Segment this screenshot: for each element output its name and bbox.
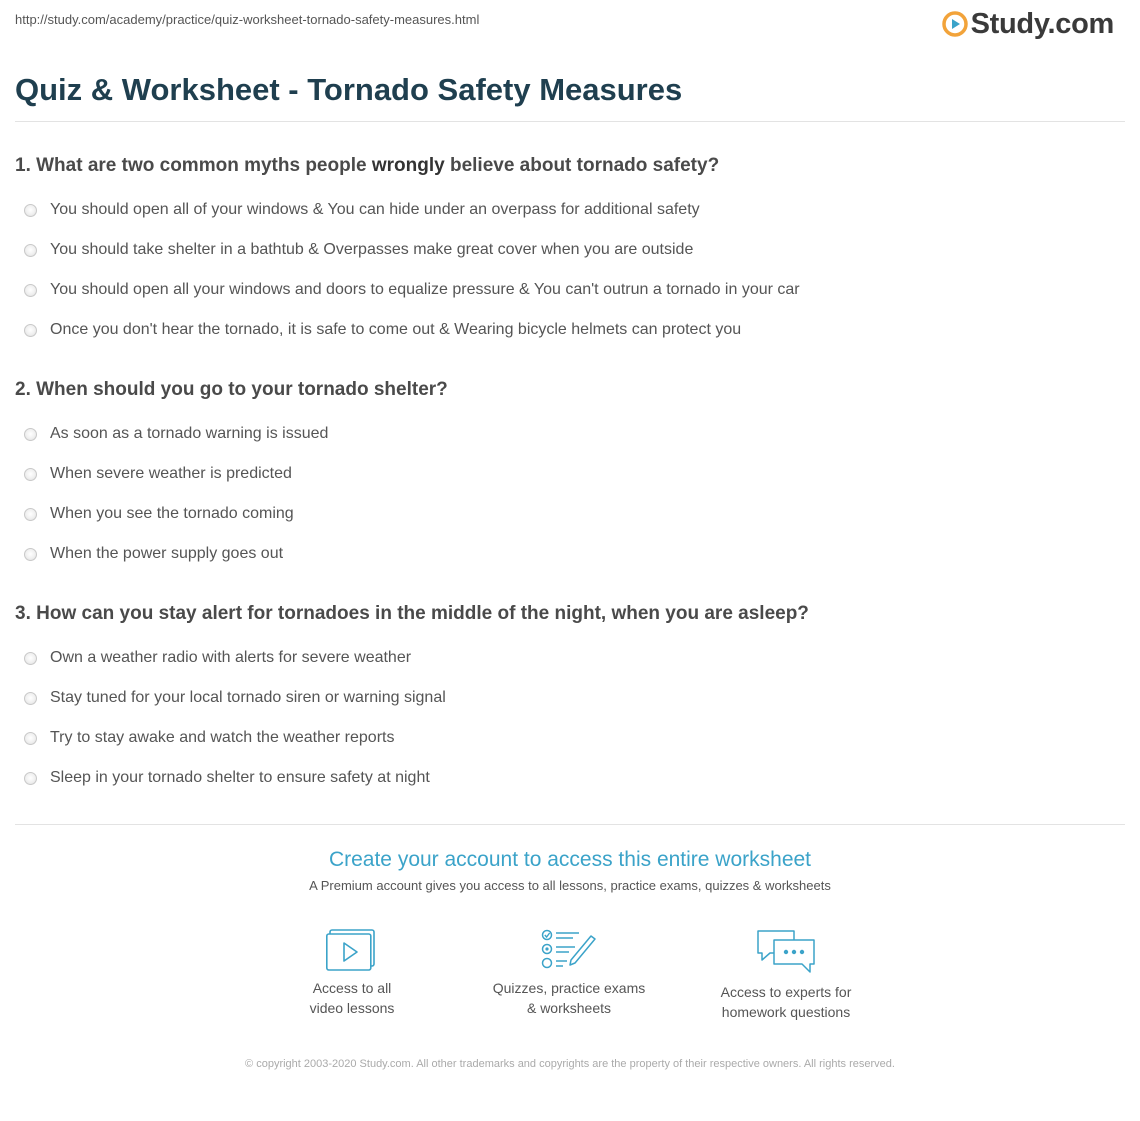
promo-subtitle: A Premium account gives you access to all lessons, practice exams, quizzes & worksheets: [309, 878, 831, 893]
answer-option[interactable]: [15, 310, 1125, 350]
option-label: Sleep in your tornado shelter to ensure safety at night: [50, 769, 430, 786]
video-lesson-icon: [326, 928, 378, 972]
option-label: Try to stay awake and watch the weather reports: [50, 729, 395, 746]
answer-option[interactable]: [15, 414, 1125, 454]
option-label: Once you don't hear the tornado, it is safe to come out & Wearing bicycle helmets can protect you: [50, 321, 742, 338]
radio-button[interactable]: [24, 772, 37, 785]
option-label: You should open all your windows and doors to equalize pressure & You can't outrun a tornado in your car: [50, 281, 800, 298]
question-list: [15, 152, 1125, 824]
create-account-link[interactable]: Create your account to access this entire worksheet: [328, 848, 812, 871]
answer-option[interactable]: [15, 718, 1125, 758]
feature-line-2: video lessons: [309, 1000, 395, 1016]
question-text: 1. What are two common myths people wrongly believe about tornado safety?: [15, 155, 720, 176]
answer-option[interactable]: [15, 454, 1125, 494]
question-3: [15, 600, 1125, 798]
feature-quizzes: [469, 928, 669, 1018]
answer-option[interactable]: [15, 638, 1125, 678]
option-label: You should take shelter in a bathtub & Overpasses make great cover when you are outside: [50, 241, 694, 258]
study-logo[interactable]: [942, 6, 1114, 42]
premium-promo: [0, 845, 1140, 897]
answer-option[interactable]: [15, 270, 1125, 310]
title-divider: [15, 121, 1125, 122]
option-label: As soon as a tornado warning is issued: [50, 425, 329, 442]
question-2: [15, 376, 1125, 574]
answer-option[interactable]: [15, 758, 1125, 798]
play-circle-icon: [942, 11, 968, 37]
page-url[interactable]: http://study.com/academy/practice/quiz-worksheet-tornado-safety-measures.html: [15, 12, 480, 27]
logo-text: Study.com: [970, 8, 1114, 40]
question-text: 2. When should you go to your tornado shelter?: [15, 379, 448, 400]
radio-button[interactable]: [24, 244, 37, 257]
radio-button[interactable]: [24, 692, 37, 705]
radio-button[interactable]: [24, 508, 37, 521]
radio-button[interactable]: [24, 468, 37, 481]
radio-button[interactable]: [24, 652, 37, 665]
question-text: 3. How can you stay alert for tornadoes in the middle of the night, when you are asleep?: [15, 603, 809, 624]
answer-option[interactable]: [15, 230, 1125, 270]
question-1: [15, 152, 1125, 350]
answer-option[interactable]: [15, 190, 1125, 230]
feature-experts: [686, 928, 886, 1022]
radio-button[interactable]: [24, 324, 37, 337]
feature-video-lessons: [252, 928, 452, 1018]
radio-button[interactable]: [24, 732, 37, 745]
feature-line-1: Access to all: [312, 980, 392, 996]
feature-line-1: Access to experts for: [720, 984, 852, 1000]
option-label: Stay tuned for your local tornado siren or warning signal: [50, 689, 446, 706]
radio-button[interactable]: [24, 548, 37, 561]
feature-line-1: Quizzes, practice exams: [492, 980, 646, 996]
option-label: When severe weather is predicted: [50, 465, 292, 482]
quiz-checklist-icon: [541, 928, 597, 972]
answer-option[interactable]: [15, 494, 1125, 534]
chat-bubbles-icon: [754, 928, 818, 976]
option-label: When the power supply goes out: [50, 545, 284, 562]
option-label: When you see the tornado coming: [50, 505, 294, 522]
option-label: Own a weather radio with alerts for severe weather: [50, 649, 412, 666]
feature-list: [0, 928, 1140, 1038]
answer-option[interactable]: [15, 534, 1125, 574]
option-label: You should open all of your windows & You can hide under an overpass for additional safety: [50, 201, 700, 218]
feature-line-2: & worksheets: [526, 1000, 612, 1016]
feature-line-2: homework questions: [721, 1004, 851, 1020]
promo-divider: [15, 824, 1125, 825]
copyright-text: © copyright 2003-2020 Study.com. All other trademarks and copyrights are the property of their respective owners. All rights reserved.: [245, 1058, 895, 1070]
page-title: Quiz & Worksheet - Tornado Safety Measures: [15, 72, 683, 107]
answer-option[interactable]: [15, 678, 1125, 718]
radio-button[interactable]: [24, 428, 37, 441]
question-emphasis: wrongly: [371, 155, 445, 176]
radio-button[interactable]: [24, 284, 37, 297]
radio-button[interactable]: [24, 204, 37, 217]
